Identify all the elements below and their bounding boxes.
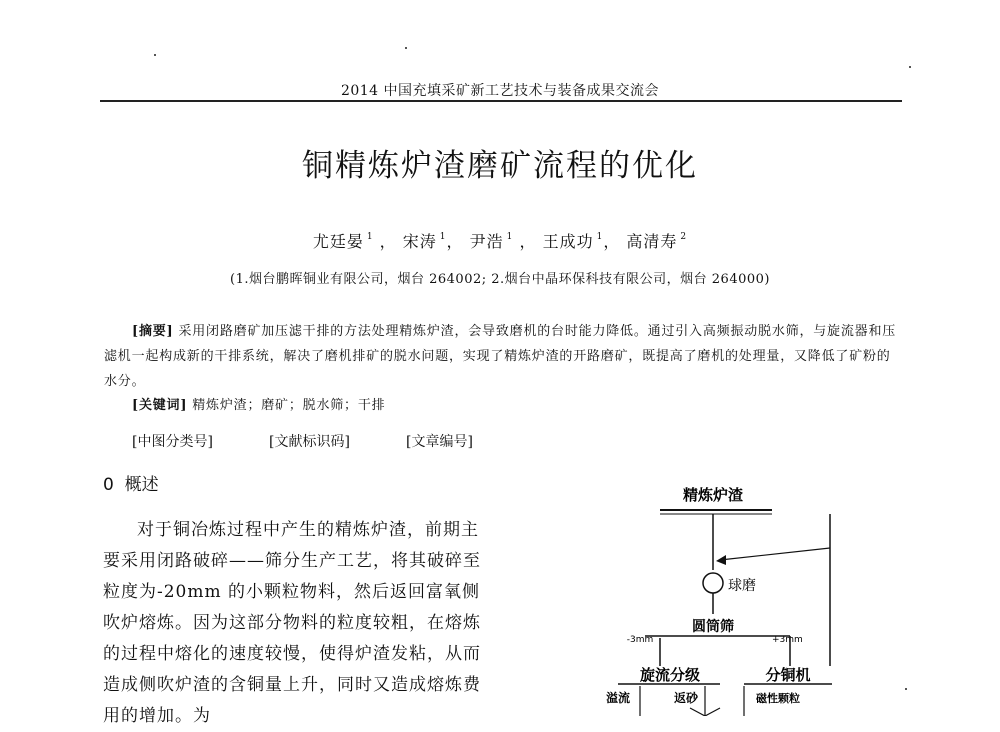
abstract-label: [摘要] (132, 324, 174, 339)
paper-title: 铜精炼炉渣磨矿流程的优化 (302, 148, 698, 184)
scan-speck (905, 688, 907, 690)
flow-return-arrow-line (720, 548, 830, 560)
author-name: 尹浩 (469, 232, 504, 251)
author-affiliation-mark: 1 (596, 232, 604, 242)
keywords (132, 394, 385, 413)
author-name: 尤廷晏 (312, 232, 364, 251)
abstract-text: 采用闭路磨矿加压滤干排的方法处理精炼炉渣，会导致磨机的台时能力降低。通过引入高频振动脱水筛，与旋流器和压滤机一起构成新的干排系统，解决了磨机排矿的脱水问题，实现了精炼炉渣的开路磨矿，既提高了磨机的处理量，又降低了矿粉的水分。 (104, 324, 897, 389)
flow-feed-label: 精炼炉渣 (682, 486, 744, 504)
section-heading (103, 470, 159, 495)
author-name: 宋涛 (402, 232, 437, 251)
clc-label: [中图分类号] (132, 434, 213, 450)
doc-code-label: [文献标识码] (269, 434, 350, 450)
scan-speck (909, 66, 911, 68)
affiliations: (1.烟台鹏晖铜业有限公司，烟台 264002; 2.烟台中晶环保科技有限公司，烟台 264000) (230, 272, 770, 287)
section-number: 0 (103, 475, 114, 495)
keywords-text: 精炼炉渣；磨矿；脱水筛；干排 (192, 398, 386, 413)
flow-underflow-label: 返砂 (673, 691, 699, 705)
flow-screen-plus-label: +3mm (772, 635, 803, 645)
flow-arrow (716, 555, 726, 565)
flow-line (705, 708, 720, 716)
author-affiliation-mark: 2 (680, 232, 688, 242)
conference-header: 2014 中国充填采矿新工艺技术与装备成果交流会 (340, 83, 660, 99)
body-paragraph: 对于铜冶炼过程中产生的精炼炉渣，前期主要采用闭路破碎——筛分生产工艺，将其破碎至粒度为-20mm 的小颗粒物料，然后返回富氧侧吹炉熔炼。因为这部分物料的粒度较粗，在熔炼的过程中熔化的速度较慢，使得炉渣发粘，从而造成侧吹炉渣的含铜量上升，同时又造成熔炼费用的增加。为 (103, 520, 481, 726)
scan-speck (154, 54, 156, 56)
author-affiliation-mark: 1 (506, 232, 514, 242)
article-number-label: [文章编号] (406, 434, 473, 450)
process-flowchart (560, 470, 900, 716)
section-title: 概述 (124, 475, 159, 495)
flow-magnetic-label: 磁性颗粒 (756, 692, 800, 705)
author-affiliation-mark: 1 (439, 232, 447, 242)
flow-screen-minus-label: -3mm (626, 635, 654, 645)
ball-mill-symbol (703, 573, 723, 593)
scan-speck (405, 47, 407, 49)
flow-line (690, 708, 705, 716)
abstract (104, 319, 900, 394)
flow-copper-separator-label: 分铜机 (765, 666, 811, 684)
flow-overflow-label: 溢流 (605, 691, 631, 705)
flow-screen-label: 圆筒筛 (692, 619, 734, 635)
header-rule (100, 100, 902, 102)
author-name: 高清寿 (626, 232, 678, 251)
author-affiliation-mark: 1 (366, 232, 374, 242)
author-name: 王成功 (542, 232, 594, 251)
classification-row (132, 431, 473, 451)
flow-ball-mill-label: 球磨 (728, 578, 756, 594)
flow-cyclone-label: 旋流分级 (639, 666, 701, 684)
author-list: 尤廷晏 $^1$ ， 宋涛 $^1$， 尹浩 $^1$ ， 王成功 $^1$， 高清寿 $^2$ (312, 232, 688, 251)
keywords-label: [关键词] (132, 398, 188, 413)
